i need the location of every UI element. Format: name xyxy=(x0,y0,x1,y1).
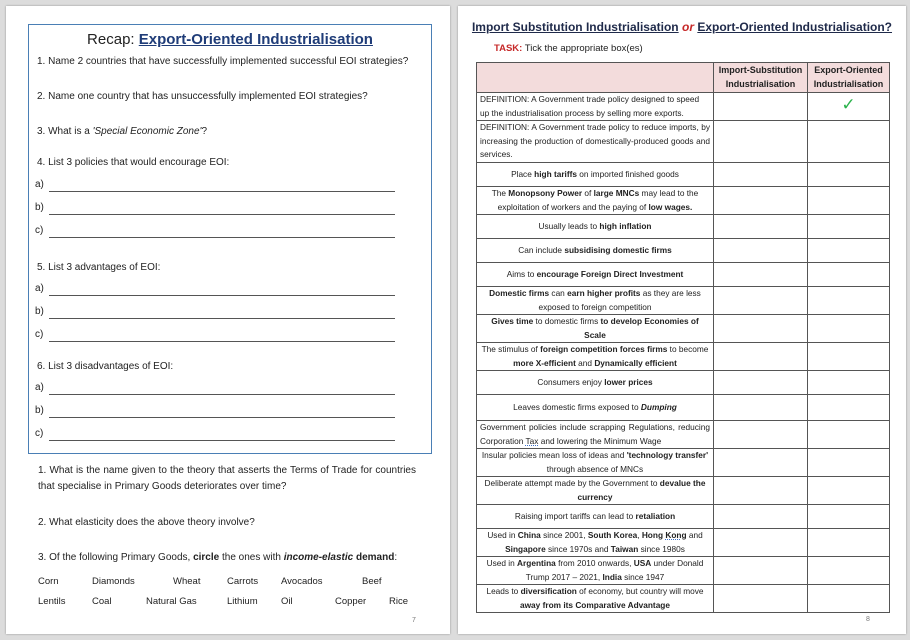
isi-checkbox-cell[interactable] xyxy=(714,239,808,263)
question-4: 4. List 3 policies that would encourage EOI: xyxy=(37,157,230,168)
header-statement-cell xyxy=(477,63,714,93)
table-row xyxy=(477,93,890,121)
isi-checkbox-cell[interactable] xyxy=(714,215,808,239)
header-eoi: Export-Oriented Industrialisation xyxy=(808,63,890,93)
table-row xyxy=(477,187,890,215)
q3-prefix: 3. What is a xyxy=(37,126,93,137)
eoi-checkbox-cell[interactable] xyxy=(808,557,890,585)
part2-question-2: 2. What elasticity does the above theory involve? xyxy=(38,517,255,528)
isi-checkbox-cell[interactable] xyxy=(714,477,808,505)
eoi-checkbox-cell[interactable] xyxy=(808,395,890,421)
good-item[interactable]: Diamonds xyxy=(92,576,135,587)
statement-cell: Leads to diversification of economy, but country will move away from its Comparative Advantage xyxy=(477,585,714,613)
isi-checkbox-cell[interactable] xyxy=(714,585,808,613)
q3-italic: 'Special Economic Zone' xyxy=(92,126,202,137)
eoi-checkbox-cell[interactable] xyxy=(808,371,890,395)
table-row xyxy=(477,421,890,449)
answer-label: a) xyxy=(35,179,44,190)
title-isi: Import Substitution Industrialisation xyxy=(471,20,679,34)
task-label: TASK: xyxy=(494,43,523,54)
answer-label: a) xyxy=(35,382,44,393)
eoi-checkbox-cell[interactable] xyxy=(808,585,890,613)
eoi-checkbox-cell[interactable] xyxy=(808,449,890,477)
isi-checkbox-cell[interactable] xyxy=(714,557,808,585)
answer-label: b) xyxy=(35,405,44,416)
p2q3-bolditalic: income-elastic xyxy=(283,552,354,563)
good-item[interactable]: Rice xyxy=(389,596,409,607)
question-6: 6. List 3 disadvantages of EOI: xyxy=(37,361,174,372)
statement-cell: Gives time to domestic firms to develop Economies of Scale xyxy=(477,315,714,343)
statement-cell: Can include subsidising domestic firms xyxy=(477,239,714,263)
page-title xyxy=(458,20,906,34)
table-row xyxy=(477,163,890,187)
answer-label: c) xyxy=(35,329,44,340)
statement-cell: Used in Argentina from 2010 onwards, USA under Donald Trump 2017 – 2021, India since 1947 xyxy=(477,557,714,585)
eoi-checkbox-cell[interactable] xyxy=(808,121,890,163)
title-or: or xyxy=(681,20,694,34)
page-number: 8 xyxy=(866,616,870,623)
answer-line[interactable] xyxy=(49,191,395,192)
eoi-checkbox-cell[interactable] xyxy=(808,187,890,215)
table-row xyxy=(477,315,890,343)
title-prefix: Recap: xyxy=(87,31,135,48)
isi-checkbox-cell[interactable] xyxy=(714,421,808,449)
title-eoi: Export-Oriented Industrialisation? xyxy=(697,20,893,34)
part2-question-3 xyxy=(38,550,397,566)
recap-box xyxy=(28,24,432,454)
good-item[interactable]: Oil xyxy=(281,596,293,607)
question-5: 5. List 3 advantages of EOI: xyxy=(37,262,161,273)
table-row xyxy=(477,395,890,421)
good-item[interactable]: Avocados xyxy=(281,576,323,587)
isi-checkbox-cell[interactable] xyxy=(714,121,808,163)
table-row xyxy=(477,215,890,239)
isi-checkbox-cell[interactable] xyxy=(714,505,808,529)
table-row xyxy=(477,557,890,585)
eoi-checkbox-cell[interactable] xyxy=(808,529,890,557)
statement-cell: Raising import tariffs can lead to retaliation xyxy=(477,505,714,529)
worksheet-page-left xyxy=(6,6,450,634)
isi-checkbox-cell[interactable] xyxy=(714,163,808,187)
eoi-checkbox-cell[interactable] xyxy=(808,477,890,505)
statement-cell: DEFINITION: A Government trade policy to reduce imports, by increasing the production of domestically-produced goods and services. xyxy=(477,121,714,163)
good-item[interactable]: Natural Gas xyxy=(146,596,197,607)
isi-checkbox-cell[interactable] xyxy=(714,263,808,287)
eoi-checkbox-cell[interactable] xyxy=(808,263,890,287)
eoi-checkbox-cell[interactable] xyxy=(808,287,890,315)
isi-checkbox-cell[interactable] xyxy=(714,187,808,215)
good-item[interactable]: Wheat xyxy=(173,576,201,587)
answer-label: c) xyxy=(35,428,44,439)
table-header-row xyxy=(477,63,890,93)
statement-cell: The stimulus of foreign competition forces firms to become more X-efficient and Dynamically efficient xyxy=(477,343,714,371)
answer-line[interactable] xyxy=(49,417,395,418)
answer-line[interactable] xyxy=(49,237,395,238)
statement-cell: Leaves domestic firms exposed to Dumping xyxy=(477,395,714,421)
part2-question-1: 1. What is the name given to the theory that asserts the Terms of Trade for countries that specialise in Primary Goods deteriorates over time? xyxy=(38,465,416,492)
statement-cell: Domestic firms can earn higher profits as they are less exposed to foreign competition xyxy=(477,287,714,315)
question-3 xyxy=(37,126,207,137)
statement-cell: Place high tariffs on imported finished goods xyxy=(477,163,714,187)
statement-cell: The Monopsony Power of large MNCs may lead to the exploitation of workers and the paying of low wages. xyxy=(477,187,714,215)
statement-cell: DEFINITION: A Government trade policy designed to speed up the industrialisation process by selling more exports. xyxy=(477,93,714,121)
classification-table xyxy=(476,62,890,613)
eoi-checkbox-cell[interactable] xyxy=(808,215,890,239)
answer-label: b) xyxy=(35,306,44,317)
table-row xyxy=(477,263,890,287)
statement-cell: Insular policies mean loss of ideas and 'technology transfer' through absence of MNCs xyxy=(477,449,714,477)
p2q3-middle: the ones with xyxy=(219,552,284,563)
page-number: 7 xyxy=(412,617,416,624)
eoi-checkbox-cell[interactable] xyxy=(808,239,890,263)
recap-title xyxy=(29,31,431,48)
isi-checkbox-cell[interactable] xyxy=(714,287,808,315)
good-item[interactable]: Corn xyxy=(38,576,59,587)
good-item[interactable]: Lithium xyxy=(227,596,258,607)
p2q3-prefix: 3. Of the following Primary Goods, xyxy=(38,552,194,563)
p2q3-suffix: : xyxy=(394,552,398,563)
good-item[interactable]: Beef xyxy=(362,576,382,587)
isi-checkbox-cell[interactable] xyxy=(714,371,808,395)
answer-line[interactable] xyxy=(49,341,395,342)
statement-cell: Deliberate attempt made by the Government to devalue the currency xyxy=(477,477,714,505)
good-item[interactable]: Copper xyxy=(335,596,367,607)
task-text: Tick the appropriate box(es) xyxy=(522,43,643,54)
isi-checkbox-cell[interactable] xyxy=(714,93,808,121)
good-item[interactable]: Coal xyxy=(92,596,112,607)
isi-checkbox-cell[interactable] xyxy=(714,315,808,343)
isi-checkbox-cell[interactable] xyxy=(714,529,808,557)
table-row xyxy=(477,505,890,529)
isi-checkbox-cell[interactable] xyxy=(714,343,808,371)
table-row xyxy=(477,585,890,613)
table-row xyxy=(477,371,890,395)
question-1: 1. Name 2 countries that have successfully implemented successful EOI strategies? xyxy=(37,56,409,67)
table-row xyxy=(477,343,890,371)
isi-checkbox-cell[interactable] xyxy=(714,395,808,421)
eoi-checkbox-cell[interactable] xyxy=(808,93,890,121)
statement-cell: Usually leads to high inflation xyxy=(477,215,714,239)
task-instruction xyxy=(494,43,643,54)
title-main: Export-Oriented Industrialisation xyxy=(138,31,373,48)
answer-label: a) xyxy=(35,283,44,294)
table-row xyxy=(477,449,890,477)
good-item[interactable]: Carrots xyxy=(227,576,259,587)
isi-checkbox-cell[interactable] xyxy=(714,449,808,477)
checkmark-icon: ✓ xyxy=(841,94,856,114)
answer-line[interactable] xyxy=(49,214,395,215)
statement-cell: Aims to encourage Foreign Direct Investment xyxy=(477,263,714,287)
answer-line[interactable] xyxy=(49,318,395,319)
eoi-checkbox-cell[interactable] xyxy=(808,505,890,529)
eoi-checkbox-cell[interactable] xyxy=(808,421,890,449)
statement-cell: Government policies include scrapping Regulations, reducing Corporation Tax and lowering the Minimum Wage xyxy=(477,421,714,449)
good-item[interactable]: Lentils xyxy=(38,596,66,607)
worksheet-page-right xyxy=(458,6,906,634)
statement-cell: Consumers enjoy lower prices xyxy=(477,371,714,395)
p2q3-bold2: demand xyxy=(353,552,395,563)
answer-line[interactable] xyxy=(49,440,395,441)
eoi-checkbox-cell[interactable] xyxy=(808,343,890,371)
p2q3-bold: circle xyxy=(193,552,220,563)
table-row xyxy=(477,477,890,505)
answer-label: b) xyxy=(35,202,44,213)
table-row xyxy=(477,287,890,315)
table-row xyxy=(477,121,890,163)
table-row xyxy=(477,529,890,557)
answer-line[interactable] xyxy=(49,394,395,395)
header-isi: Import-Substitution Industrialisation xyxy=(714,63,808,93)
eoi-checkbox-cell[interactable] xyxy=(808,163,890,187)
question-2: 2. Name one country that has unsuccessfully implemented EOI strategies? xyxy=(37,91,368,102)
answer-label: c) xyxy=(35,225,44,236)
statement-cell: Used in China since 2001, South Korea, Hong Kong and Singapore since 1970s and Taiwan since 1980s xyxy=(477,529,714,557)
q3-suffix: ? xyxy=(201,126,208,137)
table-row xyxy=(477,239,890,263)
answer-line[interactable] xyxy=(49,295,395,296)
eoi-checkbox-cell[interactable] xyxy=(808,315,890,343)
